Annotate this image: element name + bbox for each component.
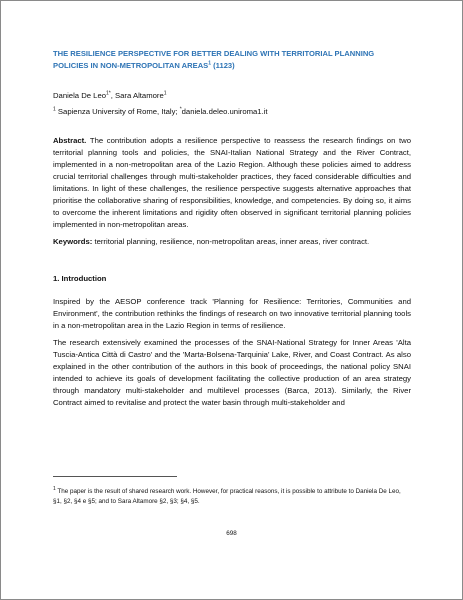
paragraph: The research extensively examined the processes of the SNAI-National Strategy for Inner Areas 'Alta Tuscia-Antica Città di Castro' and the 'Marta-Bolsena-Tarquinia' Lake, River, and Coast Contract. As also explained in the other contribution of the authors in this book of proceedings, the national policy SNAI intended to achieve its goals of development facilitating the collective production of an area strategy through mandatory multi-stakeholder and multilevel processes (Barca, 2013). Similarly, the River Contract aimed to revitalise and protect the water basin through multi-stakeholder and [53,338,411,407]
title-text: THE RESILIENCE PERSPECTIVE FOR BETTER DEALING WITH TERRITORIAL PLANNING POLICIES IN NON-METROPOLITAN AREAS [53,49,375,70]
section-heading: 1. Introduction [53,274,107,283]
email-mark: * [179,106,182,113]
author-separator: , [110,91,116,100]
author-list [53,90,411,102]
title-footnote-mark: 1 [208,60,212,67]
footnote [53,487,411,507]
footnote-divider [53,476,177,477]
affiliation-text: Sapienza University of Rome, Italy; [55,107,180,116]
affiliation [53,106,411,118]
paper-body [53,48,411,409]
page-number: 698 [226,530,237,537]
footnote-text: The paper is the result of shared research work. However, for practical reasons, it is possible to attribute to Daniela De Leo, §1, §2, §4 e §5; and to Sara Altamore §2, §3; §4, §5. [53,488,401,505]
abstract-label: Abstract. [53,136,87,145]
keywords-text: territorial planning, resilience, non-metropolitan areas, inner areas, river contract. [92,237,370,246]
author-mark: 1* [106,90,111,97]
abstract [53,135,411,231]
keywords-label: Keywords: [53,237,93,246]
keywords [53,236,411,248]
paragraph: Inspired by the AESOP conference track 'Planning for Resilience: Territories, Communities and Environment', the contribution rethinks the findings of research on two innovative territorial planning tools in a non-metropolitan area in the Lazio Region in terms of resilience. [53,297,411,330]
author-name: Sara Altamore [115,91,164,100]
footnote-mark: 1 [53,485,56,492]
affiliation-mark: 1 [53,106,56,113]
abstract-text: The contribution adopts a resilience perspective to reassess the research findings on two territorial planning tools and policies, the SNAI-Italian National Strategy and the River Contract, implemented in a non-metropolitan area of the Lazio Region. Although these policies aimed to address crucial territorial challenges through multi-stakeholder practices, they faced considerable difficulties and limitations. In light of these challenges, the resilience perspective suggests alternative approaches that prioritise the collaborative sharing of responsibilities, knowledge, and competencies. By doing so, it aims to overcome the inherent limitations and rigidity often observed in significant territorial planning policies implemented in non-metropolitan areas. [53,136,411,229]
author-mark: 1 [163,90,167,97]
paper-title [53,48,411,72]
author-email: daniela.deleo.uniroma1.it [181,107,268,116]
title-code: (1123) [211,61,235,70]
author-name: Daniela De Leo [53,91,106,100]
